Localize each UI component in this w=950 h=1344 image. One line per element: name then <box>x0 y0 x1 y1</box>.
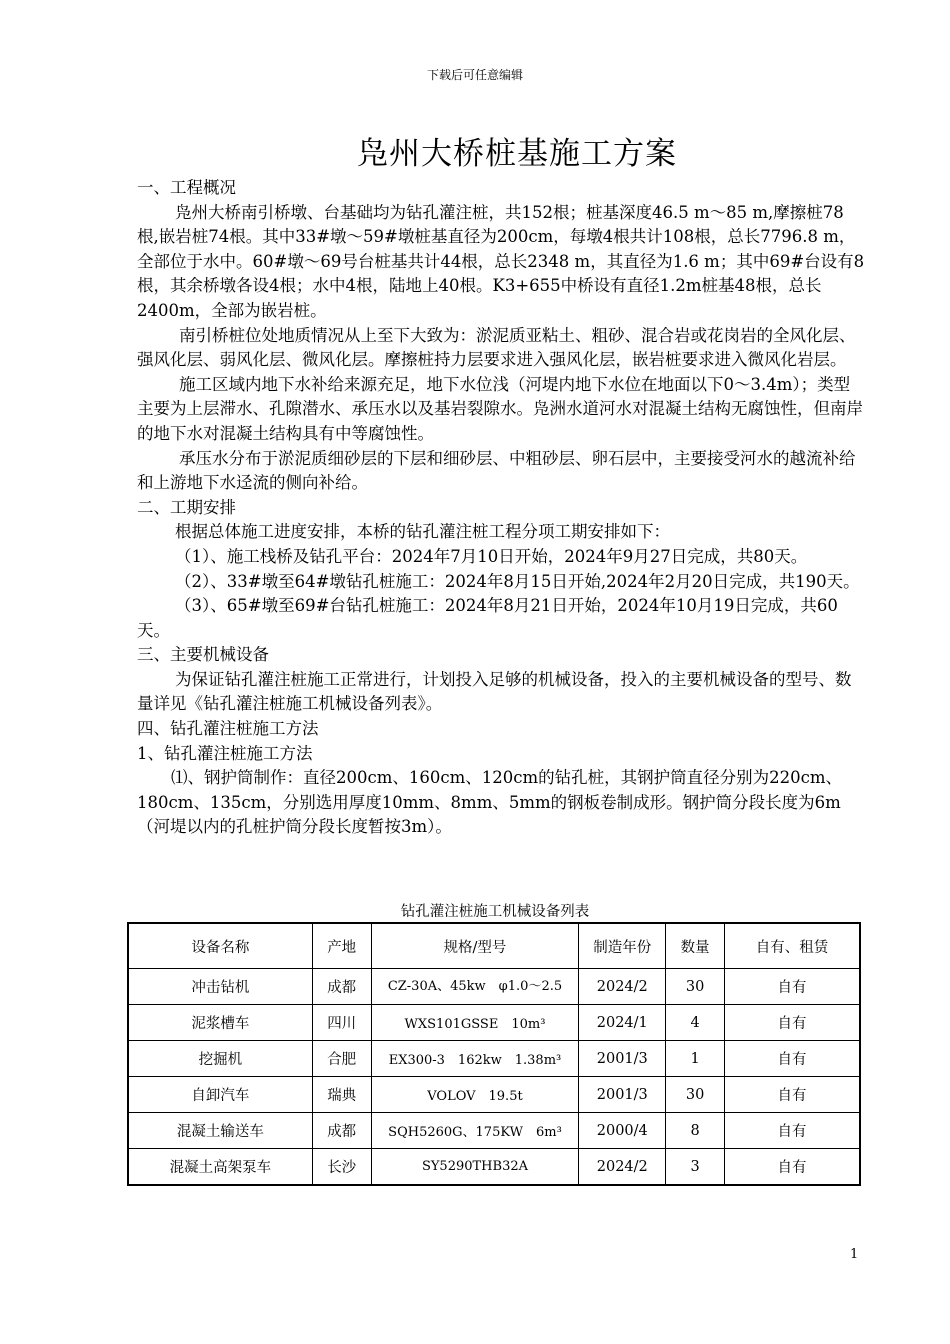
table-cell: 2024/1 <box>579 1005 666 1041</box>
section-heading: 二、工期安排 <box>137 497 236 517</box>
table-row <box>128 1113 860 1149</box>
schedule-item: （3）、65#墩至69#台钻孔桩施工：2024年8月21日开始，2024年10月19日完成，共60天。 <box>137 596 838 640</box>
page-number: 1 <box>850 1247 859 1262</box>
table-cell: EX300-3 162kw 1.38m³ <box>371 1041 579 1077</box>
paragraph: 南引桥桩位处地质情况从上至下大致为：淤泥质亚粘土、粗砂、混合岩或花岗岩的全风化层、强风化层、弱风化层、微风化层。摩擦桩持力层要求进入强风化层，嵌岩桩要求进入微风化岩层。 <box>137 325 856 370</box>
column-header: 产地 <box>312 923 371 969</box>
paragraph: 承压水分布于淤泥质细砂层的下层和细砂层、中粗砂层、卵石层中，主要接受河水的越流补给和上游地下水迳流的侧向补给。 <box>137 448 856 493</box>
table-row <box>128 969 860 1005</box>
table-row <box>128 1077 860 1113</box>
table-cell: 混凝土输送车 <box>128 1113 312 1149</box>
table-cell: SQH5260G、175KW 6m³ <box>371 1113 579 1149</box>
table-cell: 挖掘机 <box>128 1041 312 1077</box>
table-cell: 泥浆槽车 <box>128 1005 312 1041</box>
table-cell: SY5290THB32A <box>371 1149 579 1186</box>
paragraph: ⑴、钢护筒制作：直径200cm、160cm、120cm的钻孔桩，其钢护筒直径分别为220cm、180cm、135cm，分别选用厚度10mm、8mm、5mm的钢板卷制成形。钢护筒分段长度为6m（河堤以内的孔桩护筒分段长度暂按3m）。 <box>137 768 843 837</box>
equipment-table <box>127 922 861 1186</box>
clipped-spec-text: CZ-30A、45kw φ1.0～2.5 <box>387 978 563 994</box>
table-cell: 瑞典 <box>312 1077 371 1113</box>
table-cell: 4 <box>666 1005 725 1041</box>
paragraph: 根据总体施工进度安排，本桥的钻孔灌注桩工程分项工期安排如下： <box>175 522 670 542</box>
table-cell: 1 <box>666 1041 725 1077</box>
table-cell: 2024/2 <box>579 969 666 1005</box>
table-cell: 2001/3 <box>579 1041 666 1077</box>
table-cell: 成都 <box>312 969 371 1005</box>
table-cell: 2000/4 <box>579 1113 666 1149</box>
table-cell: 8 <box>666 1113 725 1149</box>
table-cell: 3 <box>666 1149 725 1186</box>
column-header: 自有、租赁 <box>724 923 860 969</box>
table-row <box>128 1149 860 1186</box>
table-cell: 自有 <box>724 969 860 1005</box>
table-cell: 30 <box>666 969 725 1005</box>
paragraph: 凫州大桥南引桥墩、台基础均为钻孔灌注桩，共152根；桩基深度46.5 m～85 m,摩擦桩78根,嵌岩桩74根。其中33#墩～59#墩桩基直径为200cm，每墩4根共计108根，总长7796.8 m，全部位于水中。60#墩～69号台桩基共计44根，总长2348 m，其直径为1.6 m；其中69#台设有8根，其余桥墩各设4根；水中4根，陆地上40根。K3+655中桥设有直径1.2m桩基48根，总长2400m，全部为嵌岩桩。 <box>137 202 865 320</box>
table-cell: 合肥 <box>312 1041 371 1077</box>
table-cell: VOLOV 19.5t <box>371 1077 579 1113</box>
column-header: 规格/型号 <box>371 923 579 969</box>
schedule-item: （1）、施工栈桥及钻孔平台：2024年7月10日开始，2024年9月27日完成，共80天。 <box>175 546 808 566</box>
table-cell: 自有 <box>724 1041 860 1077</box>
column-header: 数量 <box>666 923 725 969</box>
table-header-row <box>128 923 860 969</box>
header-note: 下载后可任意编辑 <box>426 68 523 82</box>
table-cell: 冲击钻机 <box>128 969 312 1005</box>
table-caption: 钻孔灌注桩施工机械设备列表 <box>400 904 590 920</box>
document-body <box>137 176 865 840</box>
column-header: 设备名称 <box>128 923 312 969</box>
table-cell: 自有 <box>724 1113 860 1149</box>
table-cell: 2001/3 <box>579 1077 666 1113</box>
table-cell: 长沙 <box>312 1149 371 1186</box>
section-heading: 三、主要机械设备 <box>137 645 269 665</box>
table-cell: 30 <box>666 1077 725 1113</box>
table-cell: 自有 <box>724 1077 860 1113</box>
subsection-heading: 1、钻孔灌注桩施工方法 <box>137 743 313 763</box>
table-cell: 混凝土高架泵车 <box>128 1149 312 1186</box>
paragraph: 施工区域内地下水补给来源充足，地下水位浅（河堤内地下水位在地面以下0～3.4m）；类型主要为上层滞水、孔隙潜水、承压水以及基岩裂隙水。凫洲水道河水对混凝土结构无腐蚀性，但南岸的地下水对混凝土结构具有中等腐蚀性。 <box>137 374 863 443</box>
table-cell: 自卸汽车 <box>128 1077 312 1113</box>
section-heading: 一、工程概况 <box>137 178 236 197</box>
document-title: 凫州大桥桩基施工方案 <box>357 136 677 172</box>
schedule-item: （2）、33#墩至64#墩钻孔桩施工：2024年8月15日开始,2024年2月20日完成，共190天。 <box>175 571 860 591</box>
column-header: 制造年份 <box>579 923 666 969</box>
table-row <box>128 1041 860 1077</box>
table-cell: 自有 <box>724 1149 860 1186</box>
table-cell: 2024/2 <box>579 1149 666 1186</box>
table-cell: 四川 <box>312 1005 371 1041</box>
table-row <box>128 1005 860 1041</box>
section-heading: 四、钻孔灌注桩施工方法 <box>137 719 319 739</box>
table-cell <box>371 969 579 1005</box>
paragraph: 为保证钻孔灌注桩施工正常进行，计划投入足够的机械设备，投入的主要机械设备的型号、数量详见《钻孔灌注桩施工机械设备列表》。 <box>137 669 852 714</box>
table-cell: 成都 <box>312 1113 371 1149</box>
table-cell: WXS101GSSE 10m³ <box>371 1005 579 1041</box>
table-cell: 自有 <box>724 1005 860 1041</box>
